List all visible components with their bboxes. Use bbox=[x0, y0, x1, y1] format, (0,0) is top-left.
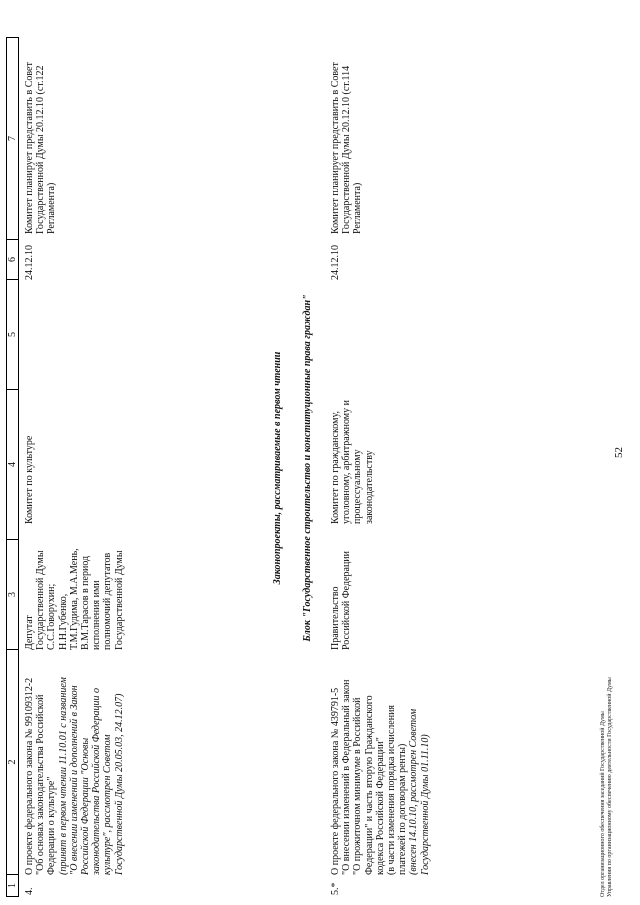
block-heading: Блок "Государственное строительство и конституционные права граждан" bbox=[302, 294, 313, 642]
col-header-2: 2 bbox=[7, 649, 18, 874]
page-number: 52 bbox=[613, 447, 625, 458]
bill-title-line: О проекте федерального закона № 439791-5 bbox=[330, 687, 341, 875]
footer bbox=[600, 677, 614, 897]
date: 24.12.10 bbox=[24, 245, 35, 280]
bill-title-line: "О прожиточном минимуме в Российской bbox=[352, 697, 364, 875]
bill-note-line: культуре", рассмотрен Советом bbox=[102, 734, 114, 875]
initiator: Правительство Российской Федерации bbox=[330, 550, 353, 650]
row-number: 5.* bbox=[330, 882, 341, 895]
committee: Комитет по гражданскому, уголовному, арбитражному и процессуальному законодательству bbox=[330, 400, 375, 524]
bill-title-line: Федерации" и часть вторую Гражданского bbox=[363, 695, 375, 875]
col-header-6: 6 bbox=[7, 239, 18, 279]
bill-title-line: кодекса Российской Федерации" bbox=[374, 737, 386, 875]
bill-description bbox=[24, 650, 125, 875]
footer-line: Отдел организационного обеспечения заседаний Государственной Думы bbox=[600, 711, 606, 897]
section-heading: Законопроекты, рассматриваемые в первом чтении bbox=[272, 351, 283, 585]
bill-note-line: Российской Федерации "Основы bbox=[80, 737, 92, 875]
remark: Комитет планирует представить в Совет Государственной Думы 20.12.10 (ст.122 Регламента) bbox=[24, 62, 58, 234]
bill-title-line: (в части изменения порядка исчисления bbox=[386, 704, 398, 875]
col-header-7: 7 bbox=[7, 136, 18, 141]
row-number: 4. bbox=[24, 887, 35, 895]
bill-note-line: (принят в первом чтении 11.10.01 с названием bbox=[57, 677, 69, 875]
committee: Комитет по культуре bbox=[24, 435, 35, 524]
col-header-5: 5 bbox=[7, 279, 18, 389]
col-header-4: 4 bbox=[7, 389, 18, 539]
bill-title-line: "Об основах законодательства Российской bbox=[35, 694, 47, 875]
bill-note-line: Государственной Думы 01.11.10) bbox=[419, 734, 431, 875]
bill-note-line: законодательства Российской Федерации о bbox=[91, 687, 103, 875]
bill-title-line: О проекте федерального закона № 99109312-2 bbox=[24, 677, 35, 875]
footer-line: Управления по организационному обеспечению деятельности Государственной Думы bbox=[607, 677, 613, 897]
bill-note-line: Государственной Думы 20.05.03, 24.12.07) bbox=[113, 693, 125, 875]
bill-note-line: "О внесении изменений и дополнений в Закон bbox=[68, 685, 80, 875]
col-header-1: 1 bbox=[7, 874, 18, 896]
bill-note-line: (внесен 14.10.10, рассмотрен Советом bbox=[408, 708, 420, 875]
bill-description bbox=[330, 650, 431, 875]
column-5-value bbox=[330, 280, 431, 390]
date: 24.12.10 bbox=[330, 245, 341, 280]
remark: Комитет планирует представить в Совет Государственной Думы 20.12.10 (ст.114 Регламента) bbox=[330, 62, 364, 234]
bill-title-line: платежей по договорам ренты) bbox=[397, 743, 409, 875]
table-row bbox=[330, 39, 431, 897]
table-header bbox=[6, 37, 19, 897]
initiator: Депутат Государственной Думы С.С.Говорухин; Н.Н.Губенко, Т.М.Гудима, М.А.Мень, В.М.Тарасов в период исполнения ими полномочий депутатов Государственной Думы bbox=[24, 548, 125, 650]
table-row bbox=[24, 39, 125, 897]
col-header-3: 3 bbox=[7, 539, 18, 649]
column-5-value bbox=[24, 280, 125, 390]
bill-title-line: "О внесении изменений в Федеральный закон bbox=[341, 679, 353, 875]
bill-title-line: Федерации о культуре" bbox=[46, 776, 58, 875]
